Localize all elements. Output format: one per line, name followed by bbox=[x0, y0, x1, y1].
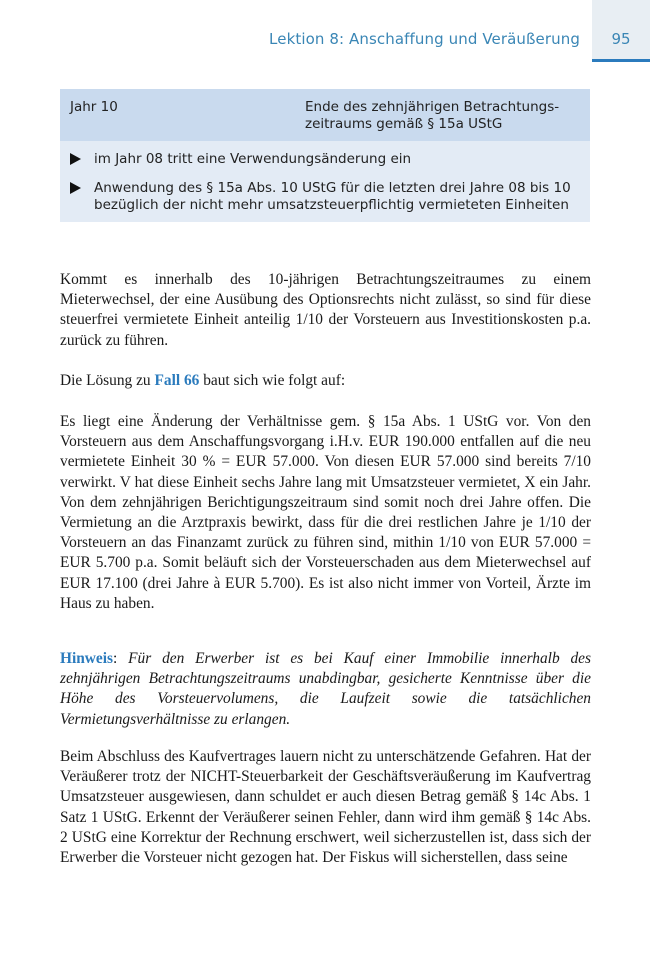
list-item bbox=[70, 180, 580, 214]
paragraph-2 bbox=[60, 371, 591, 391]
page-number-tab bbox=[592, 0, 650, 62]
paragraph-5 bbox=[60, 747, 591, 868]
chapter-title: Lektion 8: Anschaffung und Veräußerung bbox=[269, 30, 580, 48]
paragraph-text: Kommt es innerhalb des 10-jährigen Betrachtungszeitraumes zu einem Mieterwechsel, der eine Ausübung des Optionsrechts nicht zulässt, so sind für diese steuerfrei vermietete Einheit anteilig 1/10 der Vorsteuern aus Investitionskosten p.a. zurück zu führen. bbox=[60, 271, 591, 349]
year-label: Jahr 10 bbox=[70, 99, 118, 115]
info-box-header bbox=[60, 89, 590, 141]
paragraph-text: baut sich wie folgt auf: bbox=[199, 372, 346, 389]
triangle-bullet-icon bbox=[70, 182, 81, 194]
paragraph-text: Die Lösung zu bbox=[60, 372, 155, 389]
list-item bbox=[70, 151, 580, 168]
page-number: 95 bbox=[611, 30, 631, 48]
paragraph-text: Es liegt eine Änderung der Verhältnisse gem. § 15a Abs. 1 UStG vor. Von den Vorsteuern aus dem Anschaffungsvorgang i.H.v. EUR 190.000 entfallen auf die neu vermietete Einheit 30 % = EUR 57.000. Von diesen EUR 57.000 sind bereits 7/10 verwirkt. V hat diese Einheit sechs Jahre lang mit Umsatzsteuer vermietet, X ein Jahr. Von dem zehnjährigen Berichtigungszeitraum sind somit noch drei Jahre offen. Die Vermietung an die Arztpraxis bewirkt, dass für die drei restlichen Jahre je 1/10 der Vorsteuern an das Finanzamt zurück zu führen sind, mithin 1/10 von EUR 57.000 = EUR 5.700 p.a. Somit beläuft sich der Vorsteuerschaden aus dem Mieterwechsel auf EUR 17.100 (drei Jahre à EUR 5.700). Es ist also nicht immer von Vorteil, Ärzte im Haus zu haben. bbox=[60, 413, 591, 612]
list-item-text: Anwendung des § 15a Abs. 10 UStG für die letzten drei Jahre 08 bis 10 bezüglich der nicht mehr umsatzsteuerpflichtig vermieteten Einheiten bbox=[94, 180, 571, 213]
info-box bbox=[60, 89, 590, 222]
paragraph-3 bbox=[60, 412, 591, 614]
triangle-bullet-icon bbox=[70, 153, 81, 165]
hint-paragraph: Hinweis: Für den Erwerber ist es bei Kauf einer Immobilie innerhalb des zehnjährigen Betrachtungszeitraums unabdingbar, gesicherte Kenntnisse über die Höhe des Vorsteuervolumens, die Laufzeit sowie die tatsächlichen Vermietungsverhältnisse zu erlangen. bbox=[60, 650, 592, 728]
year-description: Ende des zehnjährigen Betrachtungs-zeitraums gemäß § 15a UStG bbox=[305, 99, 560, 132]
hint-label: Hinweis bbox=[60, 650, 114, 667]
list-item-text: im Jahr 08 tritt eine Verwendungsänderung ein bbox=[94, 151, 412, 167]
info-box-body bbox=[60, 141, 590, 222]
paragraph-1 bbox=[60, 270, 591, 351]
hint-text: Für den Erwerber ist es bei Kauf einer Immobilie innerhalb des zehnjährigen Betrachtungszeitraums unabdingbar, gesicherte Kenntnisse über die Höhe des Vorsteuervolumens, die Laufzeit sowie die tatsächlichen Vermietungsverhältnisse zu erlangen. bbox=[60, 650, 592, 728]
paragraph-text: Beim Abschluss des Kaufvertrages lauern nicht zu unterschätzende Gefahren. Hat der Veräußerer trotz der NICHT-Steuerbarkeit der Geschäftsveräußerung im Kaufvertrag Umsatzsteuer ausgewiesen, dann schuldet er auch diesen Betrag gemäß § 14c Abs. 1 Satz 1 UStG. Erkennt der Veräußerer seinen Fehler, dann wird ihm gemäß § 14c Abs. 2 UStG eine Korrektur der Rechnung erschwert, weil sicherzustellen ist, dass sich der Erwerber die Vorsteuer nicht gezogen hat. Der Fiskus will sicherstellen, dass seine bbox=[60, 748, 591, 867]
case-reference-link[interactable]: Fall 66 bbox=[154, 372, 200, 389]
